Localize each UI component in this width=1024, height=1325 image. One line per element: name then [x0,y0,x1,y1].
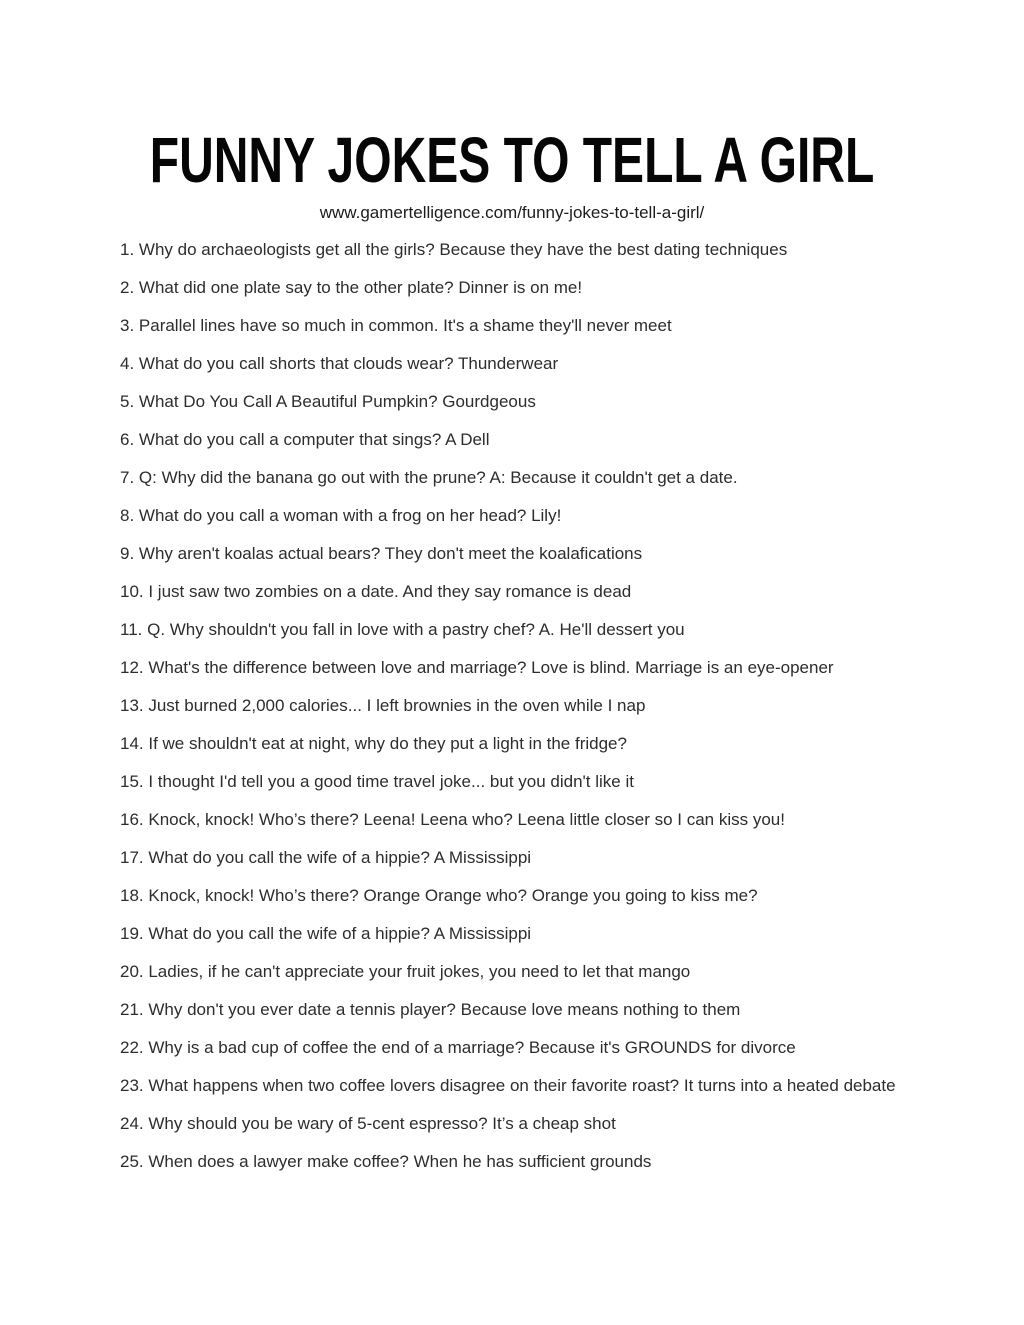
joke-item: 4. What do you call shorts that clouds wear? Thunderwear [120,354,559,373]
joke-item: 16. Knock, knock! Who’s there? Leena! Leena who? Leena little closer so I can kiss you! [120,810,785,829]
joke-item: 3. Parallel lines have so much in common. It's a shame they'll never meet [120,316,672,335]
joke-item: 24. Why should you be wary of 5-cent espresso? It’s a cheap shot [120,1114,616,1133]
joke-item: 15. I thought I'd tell you a good time travel joke... but you didn't like it [120,772,634,791]
joke-item: 13. Just burned 2,000 calories... I left brownies in the oven while I nap [120,696,646,715]
joke-item: 2. What did one plate say to the other plate? Dinner is on me! [120,278,583,297]
joke-item: 14. If we shouldn't eat at night, why do they put a light in the fridge? [120,734,627,753]
joke-item: 17. What do you call the wife of a hippie? A Mississippi [120,848,532,867]
joke-item: 9. Why aren't koalas actual bears? They don't meet the koalafications [120,544,643,563]
joke-item: 5. What Do You Call A Beautiful Pumpkin? Gourdgeous [120,392,536,411]
joke-item: 8. What do you call a woman with a frog on her head? Lily! [120,506,562,525]
document-header [0,0,1024,223]
joke-item: 18. Knock, knock! Who’s there? Orange Orange who? Orange you going to kiss me? [120,886,758,905]
joke-item: 11. Q. Why shouldn't you fall in love with a pastry chef? A. He'll dessert you [120,620,685,639]
page-title-text: FUNNY JOKES TO TELL A GIRL [149,124,875,196]
joke-item: 23. What happens when two coffee lovers disagree on their favorite roast? It turns into a heated debate [120,1076,896,1095]
joke-item: 6. What do you call a computer that sings? A Dell [120,430,490,449]
joke-item: 10. I just saw two zombies on a date. And they say romance is dead [120,582,632,601]
jokes-list [0,240,1024,1172]
joke-item: 22. Why is a bad cup of coffee the end of a marriage? Because it's GROUNDS for divorce [120,1038,796,1057]
joke-item: 20. Ladies, if he can't appreciate your fruit jokes, you need to let that mango [120,962,691,981]
joke-item: 12. What's the difference between love and marriage? Love is blind. Marriage is an eye-opener [120,658,834,677]
joke-item: 25. When does a lawyer make coffee? When he has sufficient grounds [120,1152,652,1171]
joke-item: 19. What do you call the wife of a hippie? A Mississippi [120,924,532,943]
joke-item: 7. Q: Why did the banana go out with the prune? A: Because it couldn't get a date. [120,468,738,487]
source-url: www.gamertelligence.com/funny-jokes-to-tell-a-girl/ [319,203,705,222]
joke-item: 1. Why do archaeologists get all the girls? Because they have the best dating techniques [120,240,788,259]
page-title [0,126,1024,194]
joke-item: 21. Why don't you ever date a tennis player? Because love means nothing to them [120,1000,741,1019]
